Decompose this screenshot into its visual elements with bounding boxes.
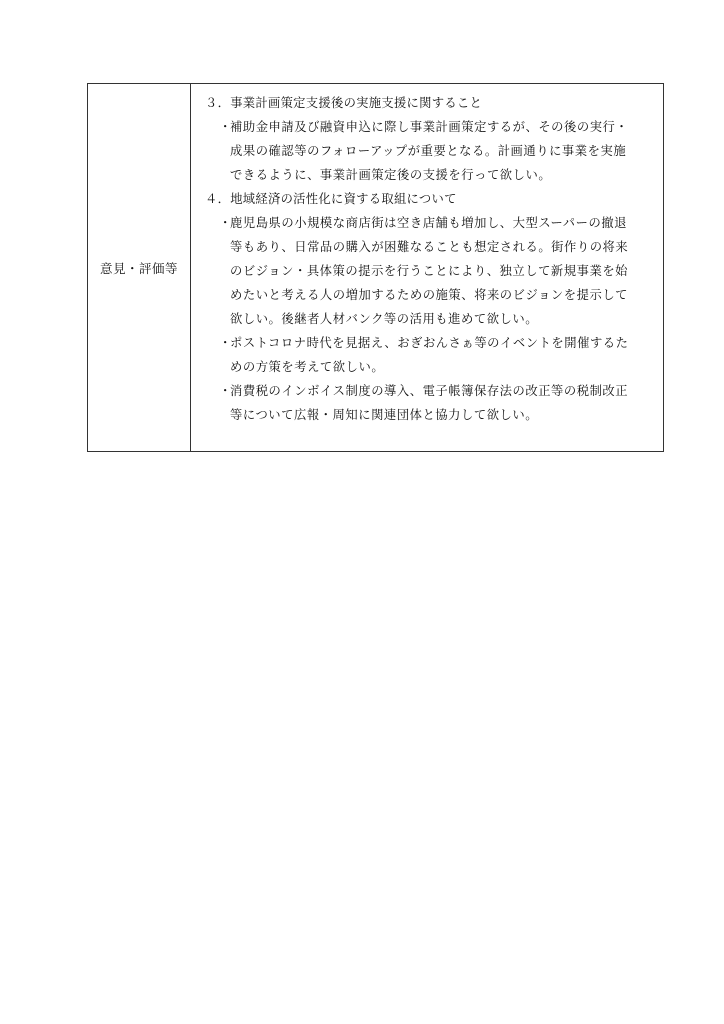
section-heading-4: ４．地域経済の活性化に資する取組について (205, 192, 457, 206)
bullet-line: ポストコロナ時代を見据え、おぎおんさぁ等のイベントを開催するた (230, 336, 629, 350)
bullet-line: めたいと考える人の増加するための施策、将来のビジョンを提示して (230, 288, 629, 302)
bullet-line: 成果の確認等のフォローアップが重要となる。計画通りに事業を実施 (230, 144, 627, 158)
bullet-line: できるように、事業計画策定後の支援を行って欲しい。 (230, 168, 552, 182)
bullet-mark: ・ (219, 120, 232, 134)
bullet-line: 補助金申請及び融資申込に際し事業計画策定するが、その後の実行・ (230, 120, 629, 134)
bullet-line: めの方策を考えて欲しい。 (230, 360, 385, 374)
bullet-item (205, 115, 655, 187)
row-label: 意見・評価等 (99, 260, 178, 276)
bullet-line: 消費税のインボイス制度の導入、電子帳簿保存法の改正等の税制改正 (230, 384, 629, 398)
bullet-line: 等について広報・周知に関連団体と協力して欲しい。 (230, 408, 539, 422)
bullet-item (205, 379, 655, 427)
bullet-item (205, 331, 655, 379)
bullet-line: 等もあり、日常品の購入が困難なることも想定される。街作りの将来 (230, 240, 629, 254)
bullet-line: 鹿児島県の小規模な商店街は空き店舗も増加し、大型スーパーの撤退 (230, 216, 628, 230)
bullet-mark: ・ (219, 216, 232, 230)
section-heading-3: ３．事業計画策定支援後の実施支援に関すること (205, 96, 483, 110)
bullet-item (205, 211, 655, 331)
bullet-line: のビジョン・具体策の提示を行うことにより、独立して新規事業を始 (230, 264, 629, 278)
bullet-line: 欲しい。後継者人材バンク等の活用も進めて欲しい。 (230, 312, 539, 326)
bullet-mark: ・ (219, 336, 232, 350)
bullet-mark: ・ (219, 384, 232, 398)
row-label-cell (88, 84, 191, 451)
opinion-content-cell (191, 84, 663, 451)
opinion-table (87, 83, 664, 452)
